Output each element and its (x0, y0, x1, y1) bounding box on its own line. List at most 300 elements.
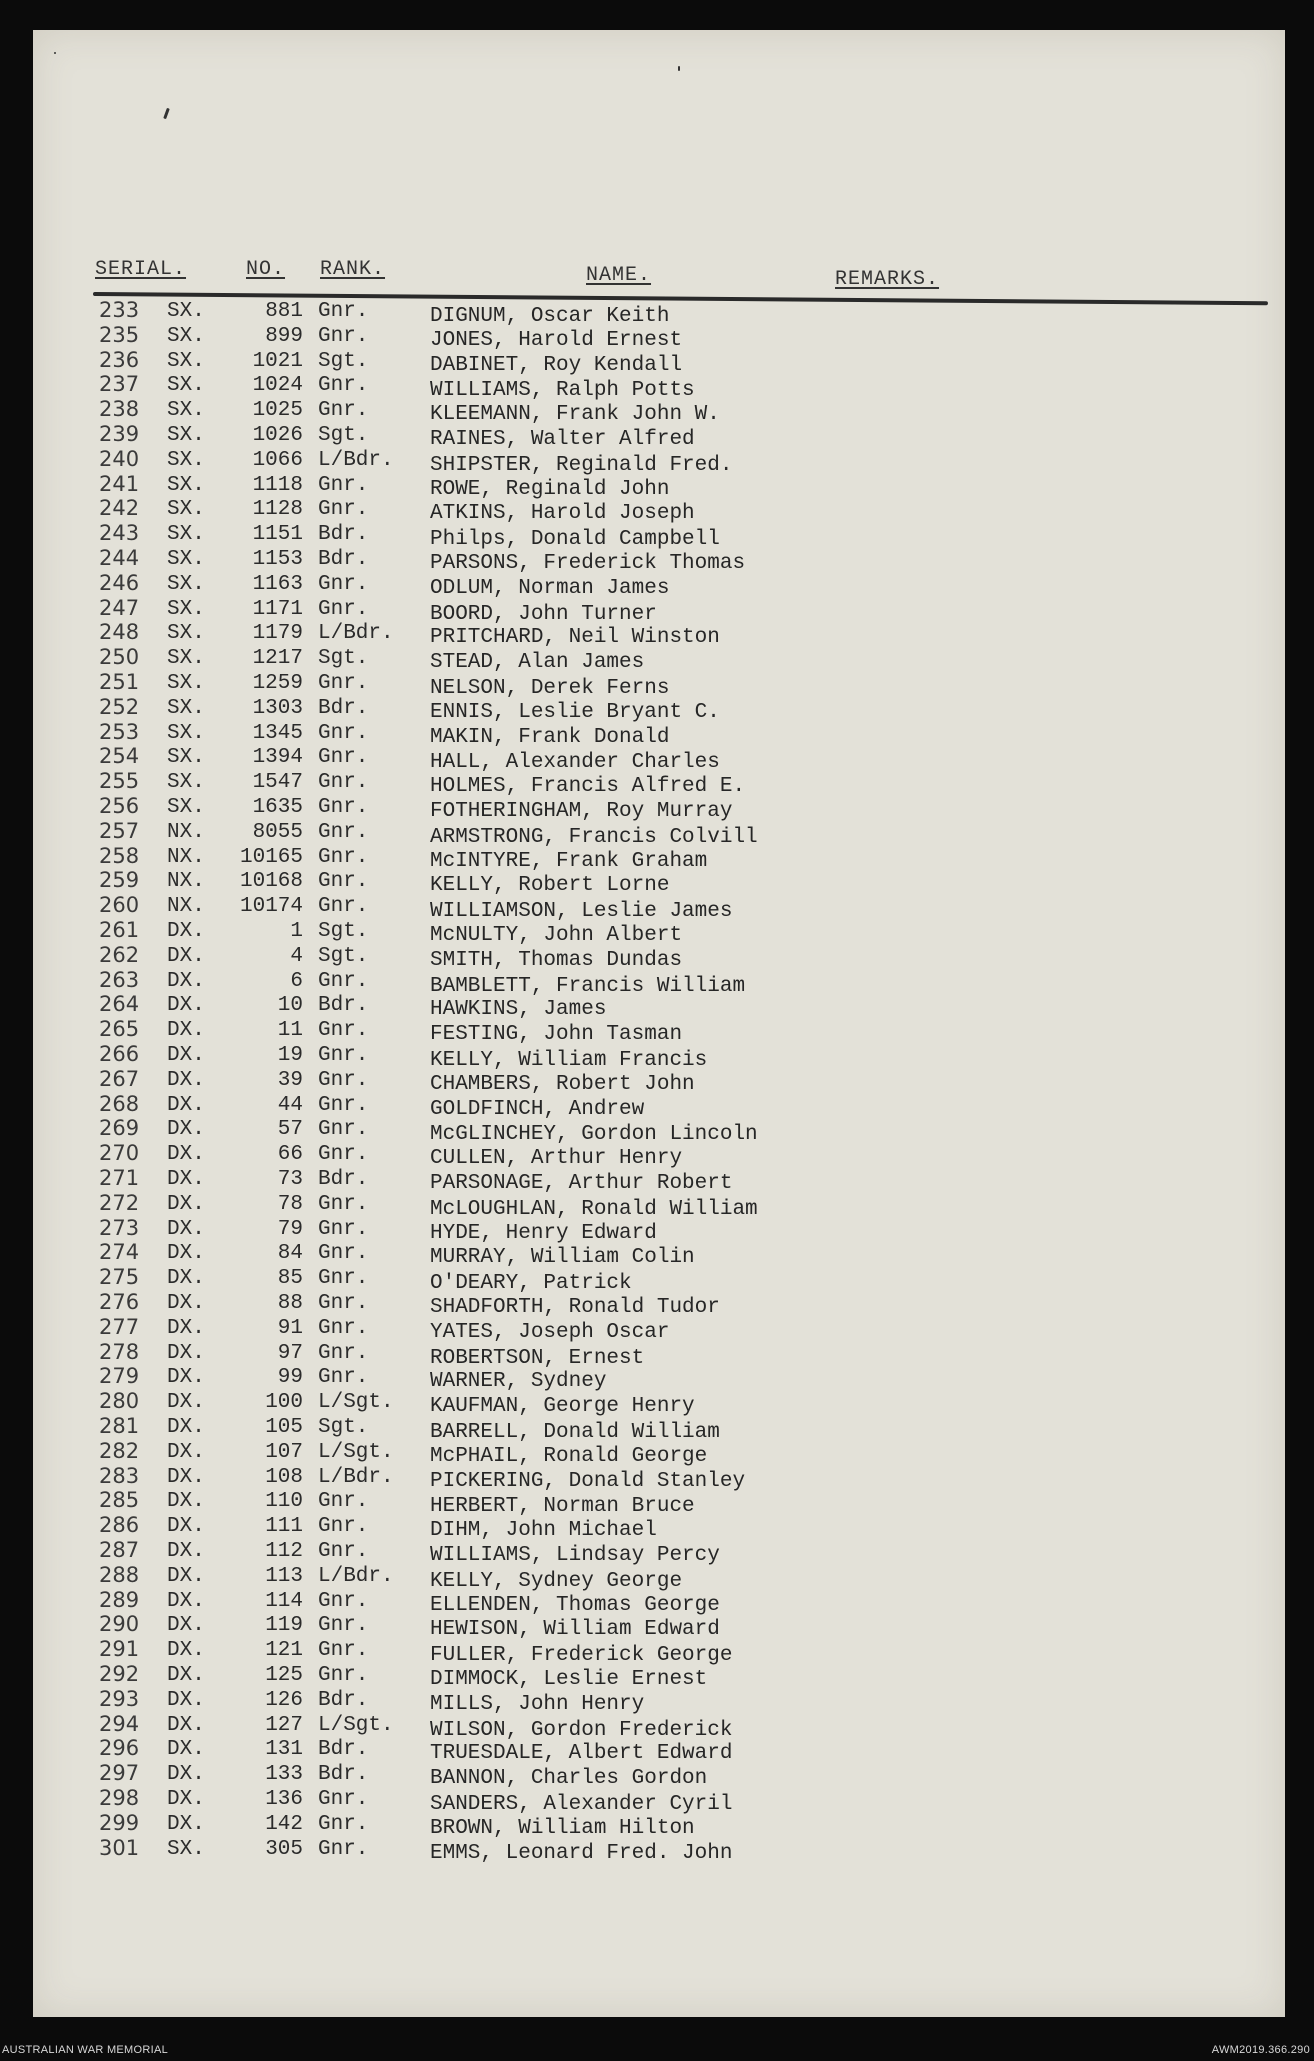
serial-number: 262 (99, 942, 140, 967)
rank: Gnr. (318, 1192, 369, 1216)
rank: Gnr. (318, 1366, 369, 1390)
serial-number: 271 (99, 1166, 140, 1190)
rank: L/Bdr. (318, 1564, 394, 1588)
service-number: 1171 (252, 597, 303, 621)
member-name: NELSON, Derek Ferns (430, 677, 670, 700)
service-number: 1026 (252, 424, 303, 447)
member-name: BANNON, Charles Gordon (430, 1767, 708, 1791)
service-prefix: DX. (167, 994, 205, 1018)
member-name: WILSON, Gordon Frederick (430, 1718, 733, 1742)
serial-number: 248 (99, 620, 140, 645)
service-prefix: DX. (167, 1242, 205, 1266)
member-name: KELLY, Sydney George (430, 1569, 683, 1593)
rank: Sgt. (318, 920, 369, 943)
list-item (33, 1711, 1285, 1742)
service-prefix: DX. (167, 1490, 205, 1514)
list-item (33, 1637, 1285, 1668)
service-prefix: DX. (167, 1763, 205, 1787)
service-number: 1635 (252, 796, 303, 819)
rank: Sgt. (318, 1416, 369, 1439)
service-prefix: DX. (167, 1688, 205, 1712)
service-number: 1024 (252, 374, 303, 398)
service-prefix: DX. (167, 1416, 205, 1439)
member-name: CULLEN, Arthur Henry (430, 1147, 683, 1171)
document-page (33, 30, 1285, 2017)
serial-number: 254 (99, 744, 140, 769)
serial-number: 291 (99, 1637, 140, 1662)
member-name: YATES, Joseph Oscar (430, 1320, 670, 1344)
member-name: RAINES, Walter Alfred (430, 428, 695, 451)
serial-number: 246 (99, 570, 140, 595)
service-prefix: DX. (167, 1738, 205, 1762)
service-number: 44 (277, 1093, 303, 1117)
service-number: 133 (265, 1763, 303, 1787)
service-number: 1 (290, 920, 303, 943)
service-prefix: DX. (167, 1812, 205, 1836)
service-number: 107 (265, 1440, 303, 1464)
rank: L/Sgt. (318, 1391, 394, 1415)
list-item (33, 546, 1285, 575)
service-number: 119 (265, 1614, 303, 1638)
list-item (33, 1389, 1285, 1419)
member-name: MILLS, John Henry (430, 1692, 645, 1716)
member-name: BAMBLETT, Francis William (430, 974, 746, 998)
member-name: DIHM, John Michael (430, 1519, 657, 1543)
service-number: 121 (265, 1639, 303, 1663)
service-number: 125 (265, 1664, 303, 1687)
rank: Bdr. (318, 1688, 369, 1712)
member-name: WILLIAMSON, Leslie James (430, 900, 733, 924)
serial-number: 282 (99, 1438, 140, 1463)
serial-number: 261 (99, 918, 140, 942)
member-name: SMITH, Thomas Dundas (430, 948, 683, 972)
service-prefix: SX. (167, 796, 205, 819)
rank: Gnr. (318, 1589, 369, 1613)
list-item (33, 1042, 1285, 1072)
member-name: CHAMBERS, Robert John (430, 1072, 695, 1096)
service-number: 114 (265, 1589, 303, 1613)
member-name: DABINET, Roy Kendall (430, 353, 683, 377)
service-prefix: DX. (167, 944, 205, 968)
serial-number: 270 (99, 1141, 140, 1166)
member-name: MAKIN, Frank Donald (430, 725, 670, 749)
service-prefix: SX. (167, 349, 205, 373)
member-name: PRITCHARD, Neil Winston (430, 626, 720, 650)
member-name: McLOUGHLAN, Ronald William (430, 1197, 758, 1221)
list-item (33, 1190, 1285, 1221)
serial-number: 287 (99, 1538, 140, 1562)
service-prefix: SX. (167, 374, 205, 398)
member-name: ROWE, Reginald John (430, 477, 670, 501)
service-number: 1217 (252, 647, 303, 671)
service-prefix: SX. (167, 548, 205, 571)
serial-number: 240 (99, 446, 140, 471)
member-name: FOTHERINGHAM, Roy Murray (430, 800, 733, 823)
rank: Gnr. (318, 572, 369, 596)
serial-number: 257 (99, 818, 140, 843)
service-prefix: DX. (167, 1639, 205, 1663)
list-item (33, 868, 1285, 898)
service-prefix: DX. (167, 1713, 205, 1737)
rank: Gnr. (318, 746, 369, 770)
list-item (33, 744, 1285, 775)
service-number: 108 (265, 1465, 303, 1489)
rank: Gnr. (318, 1639, 369, 1663)
serial-number: 260 (99, 893, 140, 918)
serial-number: 242 (99, 496, 140, 521)
service-number: 1179 (252, 622, 303, 646)
list-item (33, 1662, 1285, 1691)
member-name: Philps, Donald Campbell (430, 528, 720, 552)
list-item (33, 645, 1285, 675)
list-item (33, 1736, 1285, 1766)
serial-number: 253 (99, 719, 140, 744)
service-number: 78 (277, 1192, 303, 1216)
member-name: PARSONS, Frederick Thomas (430, 552, 746, 575)
serial-number: 244 (99, 546, 140, 570)
list-item (33, 1513, 1285, 1543)
service-number: 4 (290, 944, 303, 968)
footer-left: AUSTRALIAN WAR MEMORIAL (2, 2044, 169, 2056)
serial-number: 290 (99, 1612, 140, 1637)
list-item (33, 1240, 1285, 1270)
service-number: 305 (265, 1837, 303, 1861)
serial-number: 251 (99, 670, 140, 694)
service-number: 105 (265, 1416, 303, 1439)
rank: L/Bdr. (318, 1465, 394, 1489)
member-name: SANDERS, Alexander Cyril (430, 1793, 733, 1816)
list-item (33, 942, 1285, 972)
service-number: 39 (277, 1068, 303, 1092)
service-number: 100 (265, 1391, 303, 1415)
serial-number: 243 (99, 521, 140, 546)
service-number: 1547 (252, 771, 303, 795)
serial-number: 301 (99, 1835, 140, 1860)
list-item (33, 347, 1285, 377)
rank: Bdr. (318, 1763, 369, 1787)
service-number: 10168 (239, 870, 303, 894)
member-name: SHIPSTER, Reginald Fred. (430, 453, 733, 477)
service-prefix: DX. (167, 1515, 205, 1539)
serial-number: 259 (99, 868, 140, 893)
member-name: KLEEMANN, Frank John W. (430, 403, 720, 427)
list-item (33, 372, 1285, 403)
service-prefix: SX. (167, 399, 205, 423)
rank: Gnr. (318, 796, 369, 819)
member-name: WILLIAMS, Lindsay Percy (430, 1544, 720, 1567)
rank: Sgt. (318, 944, 369, 968)
service-prefix: SX. (167, 696, 205, 720)
service-prefix: DX. (167, 1168, 205, 1191)
service-number: 84 (277, 1242, 303, 1266)
list-item (33, 1141, 1285, 1171)
service-number: 1163 (252, 572, 303, 596)
rank: Gnr. (318, 1614, 369, 1638)
service-prefix: DX. (167, 1044, 205, 1067)
service-prefix: SX. (167, 300, 205, 323)
member-name: PARSONAGE, Arthur Robert (430, 1172, 733, 1195)
serial-number: 298 (99, 1786, 140, 1810)
serial-number: 258 (99, 843, 140, 868)
list-item (33, 1835, 1285, 1865)
serial-number: 265 (99, 1017, 140, 1042)
rank: Gnr. (318, 597, 369, 621)
rank: Bdr. (318, 1738, 369, 1762)
member-name: MURRAY, William Colin (430, 1246, 695, 1270)
list-item (33, 397, 1285, 427)
service-number: 113 (265, 1564, 303, 1588)
list-item (33, 620, 1285, 650)
list-item (33, 298, 1285, 328)
service-prefix: SX. (167, 523, 205, 547)
service-number: 1066 (252, 448, 303, 472)
service-number: 131 (265, 1738, 303, 1762)
member-name: FULLER, Frederick George (430, 1644, 733, 1668)
rank: Gnr. (318, 1837, 369, 1861)
serial-number: 235 (99, 322, 140, 347)
service-prefix: DX. (167, 1614, 205, 1638)
service-prefix: DX. (167, 1440, 205, 1464)
rank: L/Bdr. (318, 622, 394, 646)
rank: Gnr. (318, 1267, 369, 1291)
rank: Gnr. (318, 1242, 369, 1266)
member-name: EMMS, Leonard Fred. John (430, 1841, 733, 1865)
service-prefix: DX. (167, 1019, 205, 1043)
service-number: 88 (277, 1292, 303, 1315)
rank: Bdr. (318, 994, 369, 1018)
service-prefix: DX. (167, 1540, 205, 1563)
serial-number: 237 (99, 372, 140, 397)
rank: Gnr. (318, 672, 369, 695)
member-name: WILLIAMS, Ralph Potts (430, 379, 695, 403)
service-prefix: DX. (167, 1366, 205, 1390)
service-number: 111 (265, 1515, 303, 1539)
list-item (33, 843, 1285, 873)
header-name: NAME. (586, 264, 652, 287)
member-name: ROBERTSON, Ernest (430, 1346, 645, 1370)
service-number: 10174 (239, 895, 303, 919)
rank: Gnr. (318, 721, 369, 745)
service-number: 142 (265, 1812, 303, 1836)
list-item (33, 1091, 1285, 1121)
member-name: ATKINS, Harold Joseph (430, 502, 695, 526)
list-item (33, 1290, 1285, 1319)
header-serial: SERIAL. (95, 258, 187, 281)
list-item (33, 992, 1285, 1022)
list-item (33, 1538, 1285, 1567)
member-name: HAWKINS, James (430, 998, 607, 1022)
service-prefix: DX. (167, 1391, 205, 1415)
list-item (33, 521, 1285, 552)
service-number: 126 (265, 1688, 303, 1712)
service-number: 73 (277, 1168, 303, 1191)
rank: Gnr. (318, 324, 369, 348)
member-name: HYDE, Henry Edward (430, 1221, 657, 1245)
service-number: 1345 (252, 721, 303, 745)
rank: Gnr. (318, 1217, 369, 1241)
service-prefix: NX. (167, 845, 205, 869)
serial-number: 255 (99, 769, 140, 794)
member-name: JONES, Harold Ernest (430, 328, 683, 352)
serial-number: 267 (99, 1066, 140, 1091)
serial-number: 238 (99, 397, 140, 422)
service-prefix: DX. (167, 1068, 205, 1092)
rank: L/Sgt. (318, 1713, 394, 1737)
service-number: 881 (265, 300, 303, 323)
service-prefix: SX. (167, 672, 205, 695)
rank: Gnr. (318, 1664, 369, 1687)
serial-number: 288 (99, 1562, 140, 1587)
serial-number: 276 (99, 1290, 140, 1314)
service-prefix: SX. (167, 721, 205, 745)
member-name: HALL, Alexander Charles (430, 751, 720, 775)
header-remarks: REMARKS. (835, 268, 940, 291)
service-number: 112 (265, 1540, 303, 1563)
rank: Gnr. (318, 1093, 369, 1117)
serial-number: 241 (99, 471, 140, 496)
list-item (33, 1686, 1285, 1716)
service-prefix: SX. (167, 647, 205, 671)
rank: Gnr. (318, 895, 369, 919)
serial-number: 274 (99, 1240, 140, 1265)
rank: Gnr. (318, 1019, 369, 1043)
member-name: HEWISON, William Edward (430, 1618, 720, 1642)
member-name: KELLY, William Francis (430, 1049, 708, 1072)
serial-number: 266 (99, 1042, 140, 1066)
service-number: 10165 (239, 845, 303, 869)
service-prefix: SX. (167, 1837, 205, 1861)
rank: Gnr. (318, 1118, 369, 1142)
service-prefix: NX. (167, 870, 205, 894)
service-prefix: DX. (167, 1341, 205, 1365)
serial-number: 278 (99, 1339, 140, 1364)
serial-number: 281 (99, 1414, 140, 1438)
serial-number: 252 (99, 694, 140, 719)
service-prefix: SX. (167, 622, 205, 646)
service-number: 6 (290, 969, 303, 993)
service-prefix: DX. (167, 969, 205, 993)
service-number: 1303 (252, 696, 303, 720)
list-item (33, 1414, 1285, 1444)
list-item (33, 1215, 1285, 1245)
list-item (33, 1612, 1285, 1642)
rank: Gnr. (318, 820, 369, 844)
rank: Sgt. (318, 349, 369, 373)
member-name: BARRELL, Donald William (430, 1421, 720, 1444)
list-item (33, 893, 1285, 924)
list-item (33, 1761, 1285, 1791)
serial-number: 236 (99, 347, 140, 372)
rank: Bdr. (318, 548, 369, 571)
member-name: SHADFORTH, Ronald Tudor (430, 1296, 720, 1319)
rank: Gnr. (318, 374, 369, 398)
service-number: 1021 (252, 349, 303, 373)
service-number: 19 (277, 1044, 303, 1067)
rank: Gnr. (318, 1068, 369, 1092)
rank: Gnr. (318, 1341, 369, 1365)
member-name: TRUESDALE, Albert Edward (430, 1742, 733, 1766)
header-no: NO. (246, 258, 286, 281)
rank: Gnr. (318, 1143, 369, 1167)
rank: Gnr. (318, 1292, 369, 1315)
service-prefix: SX. (167, 448, 205, 472)
serial-number: 296 (99, 1736, 140, 1761)
member-name: FESTING, John Tasman (430, 1023, 683, 1047)
member-name: KAUFMAN, George Henry (430, 1395, 695, 1419)
service-prefix: SX. (167, 572, 205, 596)
rank: Sgt. (318, 647, 369, 671)
member-name: PICKERING, Donald Stanley (430, 1469, 746, 1493)
list-item (33, 1166, 1285, 1195)
member-name: WARNER, Sydney (430, 1370, 607, 1394)
service-number: 91 (277, 1316, 303, 1340)
rank: Bdr. (318, 523, 369, 547)
service-prefix: SX. (167, 746, 205, 770)
list-item (33, 1116, 1285, 1147)
rank: Bdr. (318, 696, 369, 720)
list-item (33, 1265, 1285, 1296)
service-prefix: SX. (167, 473, 205, 497)
service-number: 1025 (252, 399, 303, 423)
rank: Gnr. (318, 845, 369, 869)
serial-number: 273 (99, 1215, 140, 1240)
ink-speck (163, 108, 170, 119)
member-name: ELLENDEN, Thomas George (430, 1593, 720, 1617)
service-prefix: DX. (167, 1664, 205, 1687)
list-item (33, 967, 1285, 998)
serial-number: 286 (99, 1513, 140, 1538)
rank: Gnr. (318, 771, 369, 795)
service-number: 11 (277, 1019, 303, 1043)
service-prefix: DX. (167, 1589, 205, 1613)
service-number: 1394 (252, 746, 303, 770)
service-prefix: SX. (167, 424, 205, 447)
service-prefix: DX. (167, 1316, 205, 1340)
service-prefix: DX. (167, 1564, 205, 1588)
serial-number: 299 (99, 1810, 140, 1835)
service-prefix: SX. (167, 498, 205, 522)
serial-number: 264 (99, 992, 140, 1017)
member-name: McINTYRE, Frank Graham (430, 849, 708, 873)
member-name: KELLY, Robert Lorne (430, 874, 670, 898)
list-item (33, 1066, 1285, 1096)
list-item (33, 1488, 1285, 1519)
serial-number: 293 (99, 1686, 140, 1711)
service-prefix: SX. (167, 771, 205, 795)
list-item (33, 1438, 1285, 1468)
list-item (33, 1810, 1285, 1840)
ink-speck (54, 52, 56, 54)
service-number: 1153 (252, 548, 303, 571)
serial-number: 294 (99, 1711, 140, 1736)
member-name: DIGNUM, Oscar Keith (430, 305, 670, 328)
service-number: 85 (277, 1267, 303, 1291)
rank: Gnr. (318, 969, 369, 993)
rank: Gnr. (318, 498, 369, 522)
serial-number: 275 (99, 1265, 140, 1290)
service-number: 10 (277, 994, 303, 1018)
list-item (33, 1463, 1285, 1493)
service-prefix: DX. (167, 1217, 205, 1241)
service-number: 57 (277, 1118, 303, 1142)
service-number: 127 (265, 1713, 303, 1737)
rank: Bdr. (318, 1168, 369, 1191)
service-prefix: NX. (167, 895, 205, 919)
list-item (33, 471, 1285, 501)
service-number: 1259 (252, 672, 303, 695)
member-name: ODLUM, Norman James (430, 576, 670, 600)
member-name: HOLMES, Francis Alfred E. (430, 775, 746, 799)
